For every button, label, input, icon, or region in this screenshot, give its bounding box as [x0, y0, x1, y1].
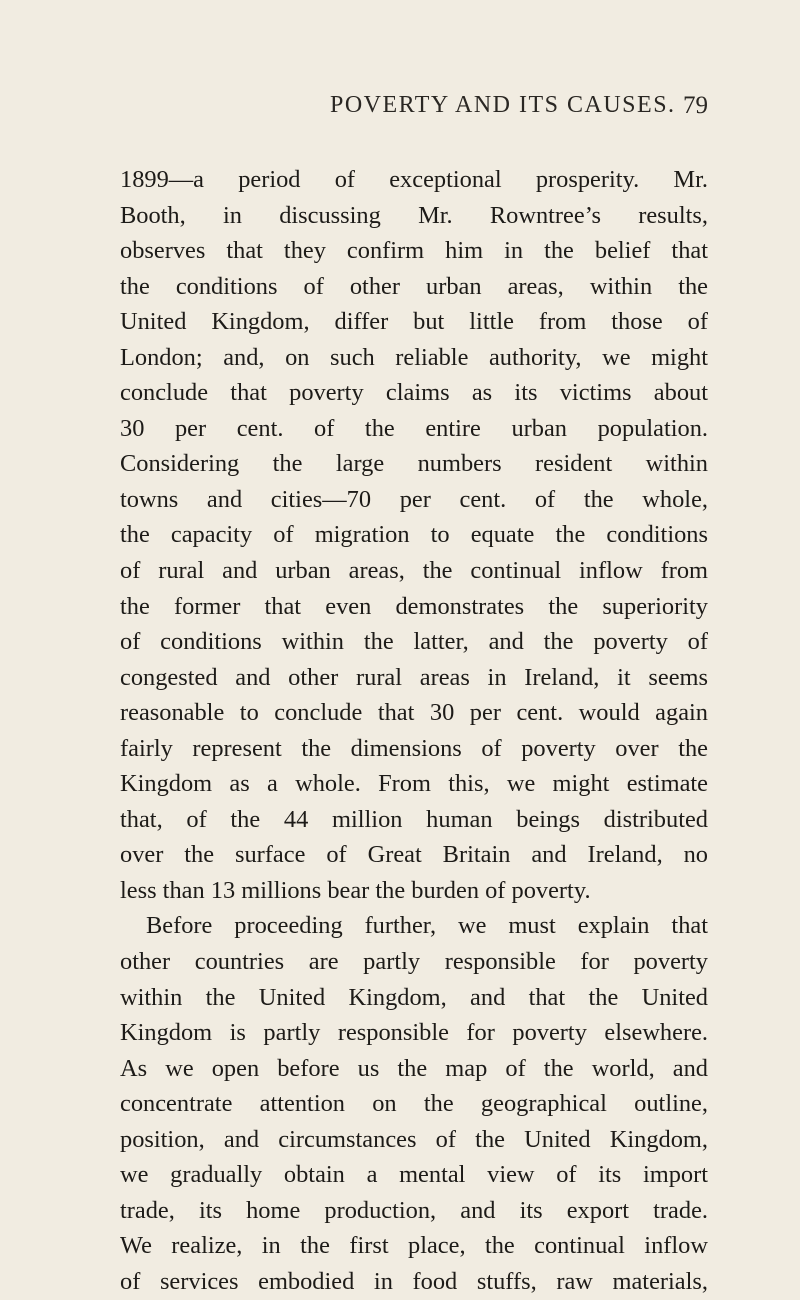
page-number: 79	[683, 92, 708, 119]
body-text	[120, 162, 708, 1300]
text-line: other countries are partly responsible for poverty	[120, 948, 708, 976]
text-line: over the surface of Great Britain and Ireland, no	[120, 841, 708, 869]
text-line: observes that they confirm him in the belief that	[120, 237, 708, 265]
text-line: 30 per cent. of the entire urban population.	[120, 414, 708, 442]
text-line: towns and cities—70 per cent. of the whole,	[120, 485, 708, 513]
text-line: fairly represent the dimensions of poverty over the	[120, 734, 708, 762]
text-line: of rural and urban areas, the continual inflow from	[120, 557, 708, 585]
text-line: Considering the large numbers resident within	[120, 450, 708, 478]
text-line: concentrate attention on the geographical outline,	[120, 1090, 708, 1118]
text-line: United Kingdom, differ but little from those of	[120, 308, 708, 336]
text-line: of conditions within the latter, and the poverty of	[120, 628, 708, 656]
text-line: of services embodied in food stuffs, raw materials,	[120, 1267, 708, 1295]
running-head	[118, 92, 708, 132]
text-line: Booth, in discussing Mr. Rowntree’s results,	[120, 201, 708, 229]
text-line: we gradually obtain a mental view of its import	[120, 1161, 708, 1189]
text-line: position, and circumstances of the United Kingdom,	[120, 1125, 708, 1153]
text-line: We realize, in the first place, the continual inflow	[120, 1232, 708, 1260]
text-line: that, of the 44 million human beings distributed	[120, 805, 708, 833]
text-line: within the United Kingdom, and that the United	[120, 983, 708, 1011]
text-line: the former that even demonstrates the superiority	[120, 592, 708, 620]
text-line: 1899—a period of exceptional prosperity. Mr.	[120, 166, 708, 193]
text-line: the capacity of migration to equate the conditions	[120, 521, 708, 549]
text-line: Before proceeding further, we must explain that	[146, 912, 708, 940]
text-line: congested and other rural areas in Ireland, it seems	[120, 663, 708, 691]
text-line: As we open before us the map of the world, and	[120, 1054, 708, 1082]
text-line: Kingdom as a whole. From this, we might estimate	[120, 770, 708, 798]
text-line: the conditions of other urban areas, within the	[120, 272, 708, 300]
text-line: trade, its home production, and its export trade.	[120, 1196, 708, 1224]
text-line: less than 13 millions bear the burden of poverty.	[120, 876, 591, 904]
running-title: POVERTY AND ITS CAUSES.	[330, 92, 676, 118]
text-line: Kingdom is partly responsible for poverty elsewhere.	[120, 1019, 708, 1047]
text-line: conclude that poverty claims as its victims about	[120, 379, 708, 407]
text-line: reasonable to conclude that 30 per cent. would again	[120, 699, 708, 727]
text-line: London; and, on such reliable authority, we might	[120, 343, 708, 371]
